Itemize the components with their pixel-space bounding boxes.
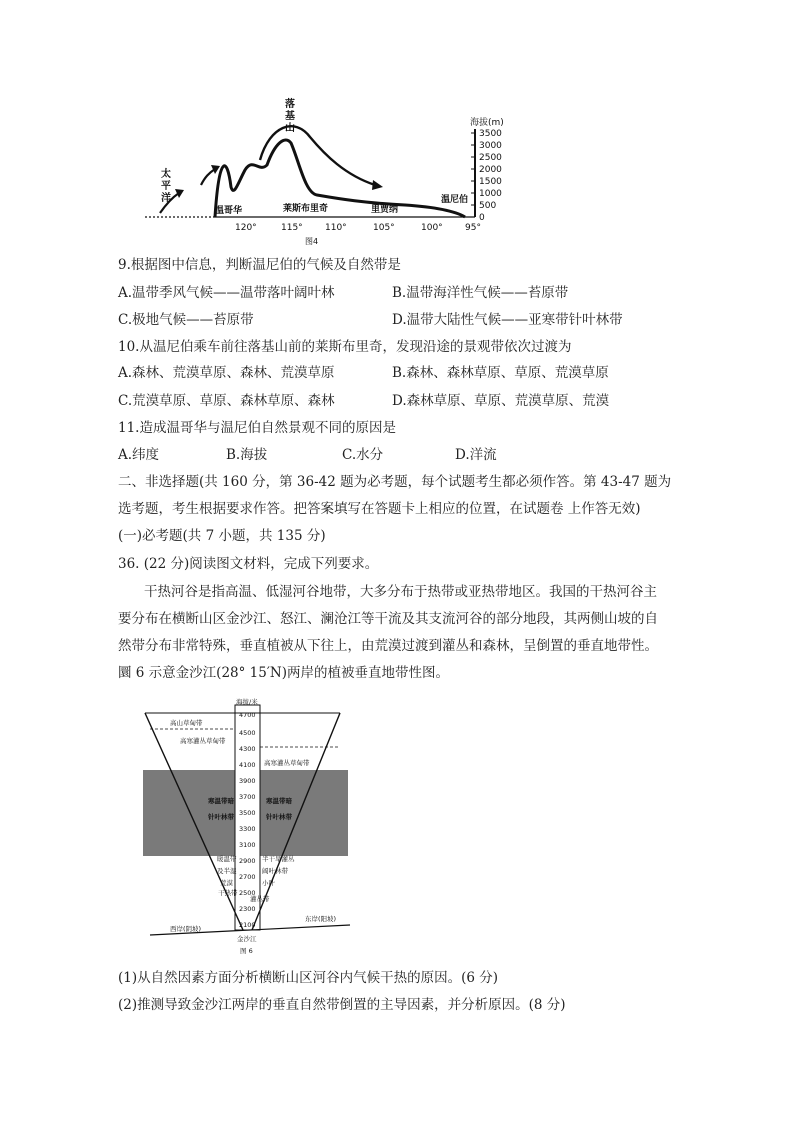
tick: 3100 xyxy=(239,841,256,849)
q11-stem: 11.造成温哥华与温尼伯自然景观不同的原因是 xyxy=(118,420,396,436)
label-warm-right: 阔叶林带 xyxy=(262,867,288,875)
q11-option-b: B.海拔 xyxy=(226,447,268,463)
windward-arrow xyxy=(201,169,215,185)
section-heading: 选考题，考生根据要求作答。把答案填写在答题卡上相应的位置，在试题卷 上作答无效) xyxy=(118,501,641,517)
tick: 2500 xyxy=(239,889,256,897)
longitude-tick: 110° xyxy=(325,223,347,233)
sub-question: (2)推测导致金沙江两岸的垂直自然带倒置的主导因素，并分析原因。(8 分) xyxy=(118,997,566,1013)
section-heading: 二、非选择题(共 160 分，第 36-42 题为必考题，每个试题考生都必须作答。第 43-47 题为 xyxy=(118,474,672,490)
figure-4-profile xyxy=(135,95,504,250)
arrow-head xyxy=(372,180,383,190)
q10-option-c: C.荒漠草原、草原、森林草原、森林 xyxy=(118,393,335,409)
longitude-tick: 120° xyxy=(235,223,257,233)
longitude-tick: 100° xyxy=(421,223,443,233)
paragraph-line: 圜 6 示意金沙江(28° 15′N)两岸的植被垂直地带性图。 xyxy=(118,665,449,681)
label-rockies: 落 xyxy=(285,99,295,110)
tick: 4500 xyxy=(239,729,256,737)
altitude-tick: 3500 xyxy=(479,129,502,139)
altitude-tick: 1500 xyxy=(479,177,502,187)
label-conifer-left: 寒温带暗 xyxy=(208,797,234,805)
longitude-tick: 115° xyxy=(281,223,303,233)
tick: 4100 xyxy=(239,761,256,769)
altitude-title: 海拔(m) xyxy=(470,118,504,128)
q9-stem: 9.根据图中信息，判断温尼伯的气候及自然带是 xyxy=(118,257,401,273)
q10-option-b: B.森林、森林草原、草原、荒漠草原 xyxy=(392,365,609,381)
label-west-bank: 西岸(阴坡) xyxy=(170,925,202,933)
q9-option-d: D.温带大陆性气候——亚寒带针叶林带 xyxy=(392,312,623,328)
q11-option-c: C.水分 xyxy=(342,447,384,463)
label-alpine-meadow-right: 高寒灌丛草甸带 xyxy=(264,759,310,767)
label-east-bank: 东岸(阳坡) xyxy=(305,915,337,923)
altitude-tick: 2000 xyxy=(479,165,502,175)
altitude-tick: 3000 xyxy=(479,141,502,151)
airflow-arc-upper xyxy=(260,126,375,185)
label-pacific: 平 xyxy=(161,181,171,192)
tick: 4300 xyxy=(239,745,256,753)
altitude-tick: 2500 xyxy=(479,153,502,163)
paragraph-line: 然带分布非常特殊，垂直植被从下往上，由荒漠过渡到灌丛和森林，呈倒置的垂直地带性。 xyxy=(118,638,658,654)
q9-option-c: C.极地气候——苔原带 xyxy=(118,312,254,328)
q11-option-a: A.纬度 xyxy=(118,447,160,463)
figure-caption: 图4 xyxy=(305,237,319,246)
tick: 3700 xyxy=(239,793,256,801)
tick: 3500 xyxy=(239,809,256,817)
tick: 4700 xyxy=(239,711,256,719)
paragraph-line: 干热河谷是指高温、低湿河谷地带，大多分布于热带或亚热带地区。我国的干热河谷主 xyxy=(144,584,657,600)
q9-option-a: A.温带季风气候——温带落叶阔叶林 xyxy=(118,285,335,301)
tick: 2700 xyxy=(239,873,256,881)
altitude-tick: 0 xyxy=(479,213,485,223)
axis-title: 海拔/米 xyxy=(236,698,258,706)
altitude-tick: 500 xyxy=(479,201,497,211)
figure-6-vertical-zones xyxy=(140,695,355,960)
label-river: 金沙江 xyxy=(237,935,257,943)
arrow-head xyxy=(175,189,184,198)
label-tundra: 高山草甸带 xyxy=(170,719,203,727)
label-rockies: 基 xyxy=(285,111,295,122)
label-regina: 里贾纳 xyxy=(371,205,399,215)
longitude-tick: 95° xyxy=(465,223,481,233)
label-conifer-right: 针叶林带 xyxy=(266,813,292,821)
q11-option-d: D.洋流 xyxy=(455,447,497,463)
q10-option-d: D.森林草原、草原、荒漠草原、荒漠 xyxy=(392,393,610,409)
q10-option-a: A.森林、荒漠草原、森林、荒漠草原 xyxy=(118,365,335,381)
label-warm-left: 干热带 xyxy=(218,889,238,897)
label-warm-right: 灌丛带 xyxy=(250,895,270,903)
label-pacific: 太 xyxy=(161,169,171,180)
tick: 3900 xyxy=(239,777,256,785)
label-vancouver: 温哥华 xyxy=(215,206,243,216)
paragraph-line: 要分布在横断山区金沙江、怒江、澜沧江等干流及其支流河谷的部分地段，其两侧山坡的自 xyxy=(118,611,658,627)
longitude-tick: 105° xyxy=(373,223,395,233)
label-rockies: 山 xyxy=(285,123,295,134)
label-warm-left: 暖温带 xyxy=(217,855,237,863)
altitude-tick: 1000 xyxy=(479,189,502,199)
label-conifer-left: 针叶林带 xyxy=(208,813,234,821)
terrain-profile xyxy=(215,140,465,217)
tick: 2300 xyxy=(239,905,256,913)
label-warm-left: 及半湿 xyxy=(217,867,237,875)
label-lethbridge: 莱斯布里奇 xyxy=(283,204,329,214)
tick: 3300 xyxy=(239,825,256,833)
tick: 2900 xyxy=(239,857,256,865)
label-conifer-right: 寒温带暗 xyxy=(266,797,292,805)
sub-heading: (一)必考题(共 7 小题，共 135 分) xyxy=(118,528,326,544)
q36-stem: 36. (22 分)阅读图文材料，完成下列要求。 xyxy=(118,556,379,572)
label-alpine-meadow-left: 高寒灌丛草甸带 xyxy=(180,737,226,745)
label-winnipeg: 温尼伯 xyxy=(441,195,469,205)
label-pacific: 洋 xyxy=(161,193,171,204)
label-warm-left: 荒漠 xyxy=(220,879,233,887)
figure-caption: 图 6 xyxy=(240,947,253,955)
label-warm-right: 小叶 xyxy=(262,879,275,887)
label-warm-right: 半干旱灌丛 xyxy=(262,855,295,863)
q9-option-b: B.温带海洋性气候——苔原带 xyxy=(392,285,569,301)
tick: 2100 xyxy=(239,921,256,929)
q10-stem: 10.从温尼伯乘车前往落基山前的莱斯布里奇，发现沿途的景观带依次过渡为 xyxy=(118,339,572,355)
arrow-head xyxy=(211,165,220,174)
sub-question: (1)从自然因素方面分析横断山区河谷内气候干热的原因。(6 分) xyxy=(118,970,499,986)
